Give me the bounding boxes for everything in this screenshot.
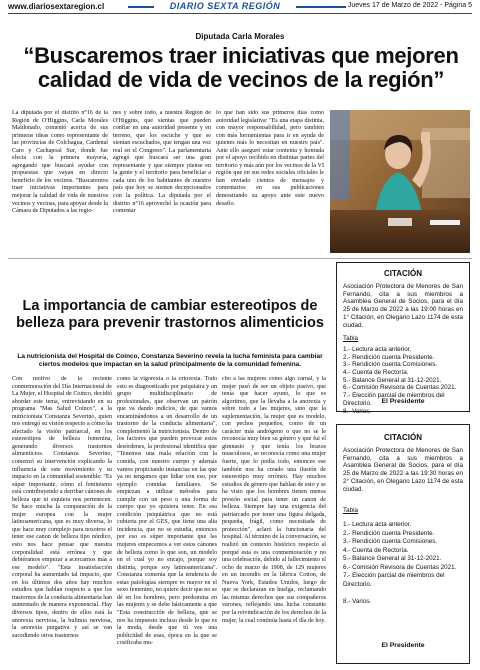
- page-header: [0, 0, 480, 14]
- agenda-item: 2.- Rendición cuenta Presidente.: [343, 353, 435, 361]
- agenda-item: 8.- Varios.: [343, 597, 372, 605]
- citacion-2-body: Asociación Protectora de Menores de San Fernando, cita a sus miembros a Asamblea General de Socios, para el día 25 de Marzo de 2022 a las 19:30 horas en 2° Citación, en Olegario Lazo 1174 de esta ciudad.: [343, 447, 463, 493]
- article2-column-3-text: cho a las mujeres como algo carnal, y la mujer pasó de ser un objeto pasivo, que tenía que hacer ayuno, lo que es algoritmo, que la llevaba a la anorexia y sobre todo a las mujeres, sino que la suplementación, la mujer que es modelo, con pechos pequeños, como de un carácter más andrógeno o que no se le reconocía muy bien su género y que fui el gimnasio y que tenía los brazos musculosos, se reconocía como una mujer fuerte, que lo podía todo, entonces ese también nos ha creado una ilusión de estereotipo muy erróneo. Hay muchos estudios de género que hablan de esto y se ha visto que los hombres tienen menos presión social para tener un canon de belleza. Siempre hay una exigencia del patriarcado por tener una figura delgada, pequeña, frágil, como necesitada de protección", aclaró la funcionaria del hospital. Al término de la conversación, se realizó un contexto histórico respecto al porqué esta es una conmemoración y no una celebración, debido al fallecimiento el ocho de marzo de 1908, de 129 mujeres en un incendio en la fábrica Cotton, de Nueva York, Estados Unidos, luego de que se declararan en huelga, reclamando las mismas derechos que sus compañeros varones, reflejando una lucha constante por la reivindicación de los derechos de la mujer, la cual continúa hasta el día de hoy.: [222, 376, 326, 624]
- article1-column-2-text: nes y sobre todo, a nuestra Región de O'Higgins, que sientas que pueden confiar en una autoridad presente y en terreno, que los escuche y que se sientan escuchados, que tengan una voz real en el Congreso". La parlamentaria agregó que buscará ser una gran representante y que siempre piense en la gente y el territorio para beneficiar a cada uno de los habitantes de nuestro país que hoy se sienten decepcionados con la política. La diputada por el distrito n°16 aprovechó la ocasión para comentar: [113, 110, 211, 215]
- agenda-item: 1.- Lectura acta anterior.: [343, 345, 412, 353]
- citacion-2-tabla-label: Tabla: [343, 507, 359, 515]
- citacion-1-body: Asociación Protectora de Menores de San Fernando, cita a sus miembros a Asamblea General de Socios, para el día 25 de Marzo de 2022 a las 19:00 horas en 1° Citación, en Olegario Lazo 1174 de esta ciudad.: [343, 283, 463, 329]
- article2-column-2: [117, 376, 217, 666]
- article2-column-1-text: Con motivo de la reciente conmemoración del Día Internacional de La Mujer, el Hospital de Coinco, decidió abordar este tema, entrevistando en su programa "Mas Salud Coinco", a la nutricionista Constanza Severino, quien nos entregó su visión respecto a cómo ha afectado la visión patriarcal, en los estereotipos de belleza femenina, generando diversos trastornos alimenticios. Constanza Severino, comenzó su intervención explicando la influencia de este movimiento y su impacto en la comunidad sostenible: "Es súper importante, cómo el feminismo está contribuyendo a derribar cánones de belleza que ni siquiera nos pertenecen. Se hace mucha la comparación de la mujer europea con la mujer latinoamericana, que es muy diversa, lo que hace muy complejo para nosotros el tener ese canon de belleza tipo nórdico, esto nos hace pensar que nuestra corporalidad está errónea y que debiéramos empezar a acercarnos más a ese modelo". "Esta insatisfacción corporal ha aumentado tal impacto, que en los últimos dos años hay muchos estudios que hablan respecto a que los trastornos de la conducta alimentaria han aumentado de manera exponencial. Hay diversos tipos, dentro de ellos está la anorexia nerviosa, la bulimia nerviosa, la anorexia purgativa y así se van sucediendo otros trastornos: [12, 376, 112, 639]
- site-url[interactable]: www.diariosextaregion.cl: [8, 2, 105, 11]
- article-separator: [8, 258, 472, 259]
- citacion-1-signature: El Presidente: [381, 398, 425, 405]
- article1-byline: Diputada Carla Morales: [195, 32, 285, 41]
- article1-column-2: [113, 110, 211, 256]
- article1-headline: “Buscaremos traer iniciativas que mejoren calidad de vida de vecinos de la región”: [23, 43, 459, 92]
- citacion-2-title: CITACIÓN: [383, 433, 423, 442]
- citacion-box-1: [336, 262, 470, 415]
- article1-column-3: [216, 110, 324, 256]
- article2-column-1: [12, 376, 112, 666]
- masthead-title: DIARIO SEXTA REGIÓN: [169, 1, 281, 11]
- header-rule: [8, 13, 472, 14]
- citacion-1-title: CITACIÓN: [383, 269, 423, 278]
- citacion-2-signature: El Presidente: [381, 642, 425, 649]
- agenda-item: 5.- Balance General al 31-12-2021.: [343, 555, 442, 563]
- agenda-item: 4.- Cuenta de Rectoría.: [343, 546, 409, 554]
- agenda-item: 3.- Rendición cuenta Comisiones.: [343, 361, 438, 369]
- page-dateline: Jueves 17 de Marzo de 2022 - Página 5: [347, 2, 472, 9]
- article1-column-1-text: La diputada por el distrito n°16 de la Región de O'Higgins, Carla Morales Maldonado, comentó acerca de sus primeras ideas como representante de las provincias de Colchagua, Cardenal Caro y Cachapoal Sur, donde fue electa con la primera mayoría, agregando que buscará ayudar con propuestas que vayan en directo beneficio de los vecinos. "Buscaremos traer iniciativas importantes para mejorar la calidad de vida de nuestros vecinos y vecinas, para apoyar desde la Cámara de Diputados a las regio-: [12, 110, 108, 215]
- citacion-2-agenda: [337, 521, 469, 606]
- agenda-item: 3.- Rendición cuenta Comisiones.: [343, 538, 438, 546]
- article2-column-2-text: como la vigorexia o la ortorexia. Todo esto es diagnosticado por psiquiatra y un grupo multidisciplinario de profesionales, que observan un patrón que va dando indicios, de que vamos encaminándonos a un desarrollo de un trastorno de la conducta alimentaria", complementó la nutricionista. Dentro de los factores que pueden provocar estos desórdenes, la profesional identifica que "Tenemos una mala relación con la comida, con nuestro cuerpo y además vamos propiciando instancias en las que ya no tengamos que lidiar con eso, por ejemplo comidas familiares. Se empiezan a utilizar métodos para cumplir con un peso o una forma de cuerpo que yo quisiera tener. En esa condición psiquiátrica que no está cubierta por el GES, que tiene una alta incidencia, que no se estudia, entonces por eso es súper importante que las mujeres empecemos a ver estos cánones de belleza como lo que son, un modelo en el cual yo no encajo, porque soy distinta, porque soy latinoamericana". Constanza comenta que la tendencia de estas patologías siempre es mayor en el sexo femenino, no quiere decir que no se dé en los hombres, pero predomina en las mujeres y se debe básicamente a que "Esta construcción de belleza, que se nos ha impuesto incluso desde lo que es la moda, desde que tú ves una publicidad de esas, época en la que se cosificaba mu-: [117, 376, 217, 647]
- agenda-item: 8.- Varios.: [343, 407, 372, 415]
- agenda-item: 4.- Cuenta de Rectoría.: [343, 369, 409, 377]
- citacion-box-2: [336, 424, 470, 664]
- agenda-item: 7.- Elección parcial de miembros del Directorio.: [343, 392, 445, 407]
- article2-headline: La importancia de cambiar estereotipos de belleza para prevenir trastornos alimenticios: [16, 298, 324, 331]
- article1-photo: [330, 110, 470, 253]
- citacion-1-tabla-label: Tabla: [343, 335, 359, 343]
- article2-deck: La nutricionista del Hospital de Coinco, Constanza Severino revela la lucha feminista para cambiar ciertos modelos que impactan en la salud principalmente de la comunidad femenina.: [17, 353, 323, 368]
- agenda-item: 5.- Balance General al 31-12-2021.: [343, 376, 442, 384]
- agenda-item: 6.- Comisión Revisora de Cuentas 2021.: [343, 384, 457, 392]
- deputy-photo-illustration: [330, 110, 470, 253]
- article2-column-3: [222, 376, 326, 666]
- agenda-item: 1.- Lectura acta anterior.: [343, 520, 412, 528]
- article1-column-3-text: lo que han sido sus primeros días como autoridad legislativa: "Es una etapa distinta, con mayor responsabilidad, pero también con más herramientas para ir en ayuda de quienes más lo necesitan en nuestro país". Ante ello aseguró estar contenta y honrada por el apoyo recibido en distintas partes del territorio y más aún por los vecinos de la VI región que en sus redes sociales oficiales le han enviado cientos de mensajes y comentarios en sus publicaciones demostrando su apoyo ante este nuevo desafío.: [216, 110, 324, 207]
- masthead-rule-right: [296, 6, 346, 8]
- agenda-item: 2.- Rendición cuenta Presidente.: [343, 529, 435, 537]
- agenda-item: 6.- Comisión Revisora de Cuentas 2021.: [343, 563, 457, 571]
- article1-column-1: [12, 110, 108, 256]
- agenda-item: 7.- Elección parcial de miembros del Directorio.: [343, 572, 445, 589]
